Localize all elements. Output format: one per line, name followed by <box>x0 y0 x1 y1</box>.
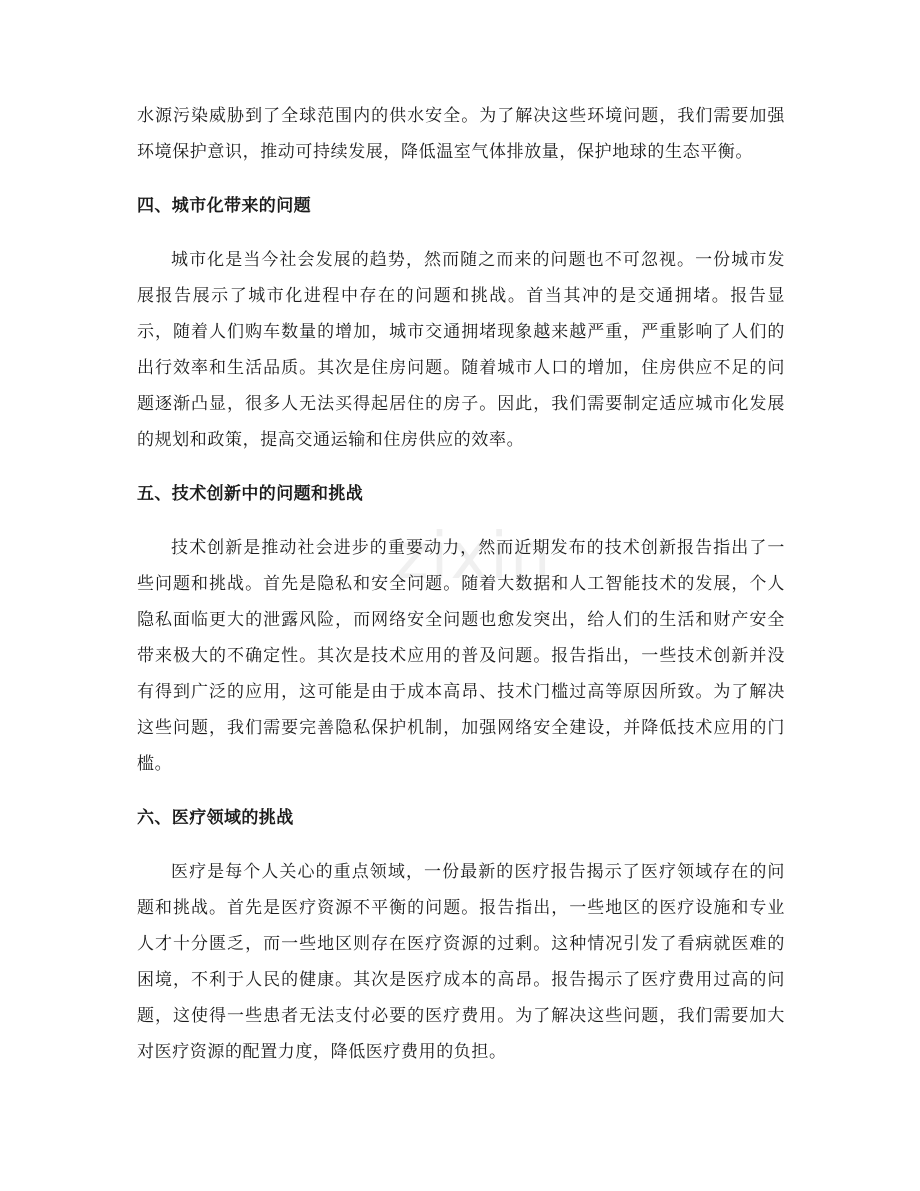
document-page <box>137 98 785 1070</box>
paragraph-medical: 医疗是每个人关心的重点领域，一份最新的医疗报告揭示了医疗领域存在的问题和挑战。首先是医疗资源不平衡的问题。报告指出，一些地区的医疗设施和专业人才十分匮乏，而一些地区则存在医疗资源的过剩。这种情况引发了看病就医难的困境，不利于人民的健康。其次是医疗成本的高昂。报告揭示了医疗费用过高的问题，这使得一些患者无法支付必要的医疗费用。为了解决这些问题，我们需要加大对医疗资源的配置力度，降低医疗费用的负担。 <box>137 862 785 1062</box>
paragraph-tech-innovation: 技术创新是推动社会进步的重要动力，然而近期发布的技术创新报告指出了一些问题和挑战。首先是隐私和安全问题。随着大数据和人工智能技术的发展，个人隐私面临更大的泄露风险，而网络安全问题也愈发突出，给人们的生活和财产安全带来极大的不确定性。其次是技术应用的普及问题。报告指出，一些技术创新并没有得到广泛的应用，这可能是由于成本高昂、技术门槛过高等原因所致。为了解决这些问题，我们需要完善隐私保护机制，加强网络安全建设，并降低技术应用的门槛。 <box>137 538 785 774</box>
paragraph-environment-continued: 水源污染威胁到了全球范围内的供水安全。为了解决这些环境问题，我们需要加强环境保护意识，推动可持续发展，降低温室气体排放量，保护地球的生态平衡。 <box>137 106 785 162</box>
watermark: zixin <box>395 520 553 594</box>
heading-urbanization: 四、城市化带来的问题 <box>137 196 311 216</box>
paragraph-urbanization: 城市化是当今社会发展的趋势，然而随之而来的问题也不可忽视。一份城市发展报告展示了城市化进程中存在的问题和挑战。首当其冲的是交通拥堵。报告显示，随着人们购车数量的增加，城市交通拥堵现象越来越严重，严重影响了人们的出行效率和生活品质。其次是住房问题。随着城市人口的增加，住房供应不足的问题逐渐凸显，很多人无法买得起居住的房子。因此，我们需要制定适应城市化发展的规划和政策，提高交通运输和住房供应的效率。 <box>137 250 785 450</box>
heading-tech-innovation: 五、技术创新中的问题和挑战 <box>137 484 364 504</box>
heading-medical: 六、医疗领域的挑战 <box>137 808 294 828</box>
